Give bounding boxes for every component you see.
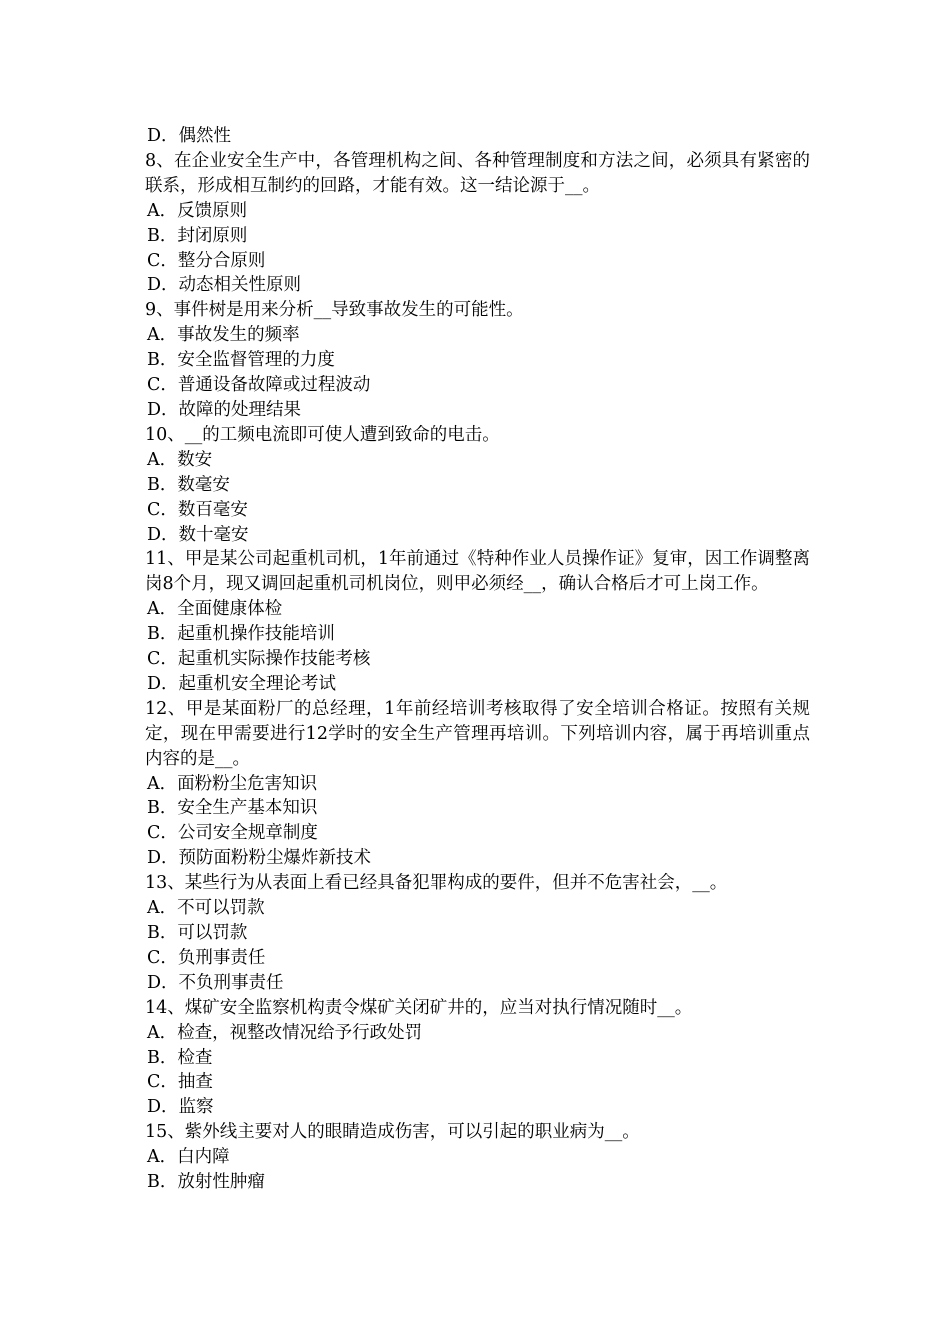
exam-content: [145, 124, 810, 1195]
question-block: [145, 547, 810, 696]
option-text: D．不负刑事责任: [147, 972, 284, 993]
option-text: B．放射性肿瘤: [147, 1172, 265, 1193]
question-block: [145, 423, 810, 548]
question-stem: 12、甲是某面粉厂的总经理，1年前经培训考核取得了安全培训合格证。按照有关规定，现在甲需要进行12学时的安全生产管理再培训。下列培训内容，属于再培训重点内容的是__。: [145, 698, 810, 769]
question-stem: 13、某些行为从表面上看已经具备犯罪构成的要件，但并不危害社会，__。: [145, 873, 728, 894]
question-list: [145, 149, 810, 1195]
option-text: A．事故发生的频率: [147, 325, 300, 346]
question-block: [145, 697, 810, 871]
option-text: C．整分合原则: [147, 250, 266, 271]
option-text: D．偶然性: [147, 126, 232, 146]
question-stem: 14、煤矿安全监察机构责令煤矿关闭矿井的，应当对执行情况随时__。: [145, 997, 693, 1018]
option-text: B．检查: [147, 1047, 213, 1068]
option-text: D．故障的处理结果: [147, 399, 302, 420]
question-block: [145, 996, 810, 1121]
question-block: [145, 1120, 810, 1195]
question-stem: 11、甲是某公司起重机司机，1年前通过《特种作业人员操作证》复审，因工作调整离岗8个月，现又调回起重机司机岗位，则甲必须经__，确认合格后才可上岗工作。: [145, 549, 810, 595]
option-text: C．抽查: [147, 1072, 213, 1093]
option-text: D．起重机安全理论考试: [147, 673, 337, 694]
option-text: A．不可以罚款: [147, 898, 265, 919]
option-text: B．安全监督管理的力度: [147, 350, 335, 371]
question-stem: 9、事件树是用来分析__导致事故发生的可能性。: [145, 300, 524, 321]
option-text: D．预防面粉粉尘爆炸新技术: [147, 848, 372, 869]
option-text: B．封闭原则: [147, 225, 248, 246]
question-block: [145, 298, 810, 423]
option-text: A．面粉粉尘危害知识: [147, 773, 318, 794]
option-text: A．数安: [147, 449, 213, 470]
question-stem: 15、紫外线主要对人的眼睛造成伤害，可以引起的职业病为__。: [145, 1122, 640, 1143]
option-text: C．普通设备故障或过程波动: [147, 375, 371, 396]
question-stem: 10、__的工频电流即可使人遭到致命的电击。: [145, 424, 500, 445]
question-block: [145, 149, 810, 298]
option-text: C．公司安全规章制度: [147, 823, 318, 844]
option-text: A．白内障: [147, 1147, 230, 1168]
option-text: C．负刑事责任: [147, 947, 266, 968]
option-text: B．可以罚款: [147, 923, 248, 943]
option-text: B．安全生产基本知识: [147, 798, 318, 819]
question-block: [145, 871, 810, 996]
option-text: A．反馈原则: [147, 200, 248, 221]
option-text: A．检查，视整改情况给予行政处罚: [147, 1022, 423, 1043]
option-text: C．数百毫安: [147, 499, 248, 520]
option-text: B．数毫安: [147, 474, 230, 495]
option-text: D．数十毫安: [147, 524, 249, 545]
option-text: D．监察: [147, 1097, 214, 1118]
option-text: A．全面健康体检: [147, 599, 283, 620]
question-stem: 8、在企业安全生产中，各管理机构之间、各种管理制度和方法之间，必须具有紧密的联系，形成相互制约的回路，才能有效。这一结论源于__。: [145, 150, 810, 196]
option-text: D．动态相关性原则: [147, 275, 302, 296]
option-text: B．起重机操作技能培训: [147, 624, 335, 645]
option-text: C．起重机实际操作技能考核: [147, 649, 371, 670]
